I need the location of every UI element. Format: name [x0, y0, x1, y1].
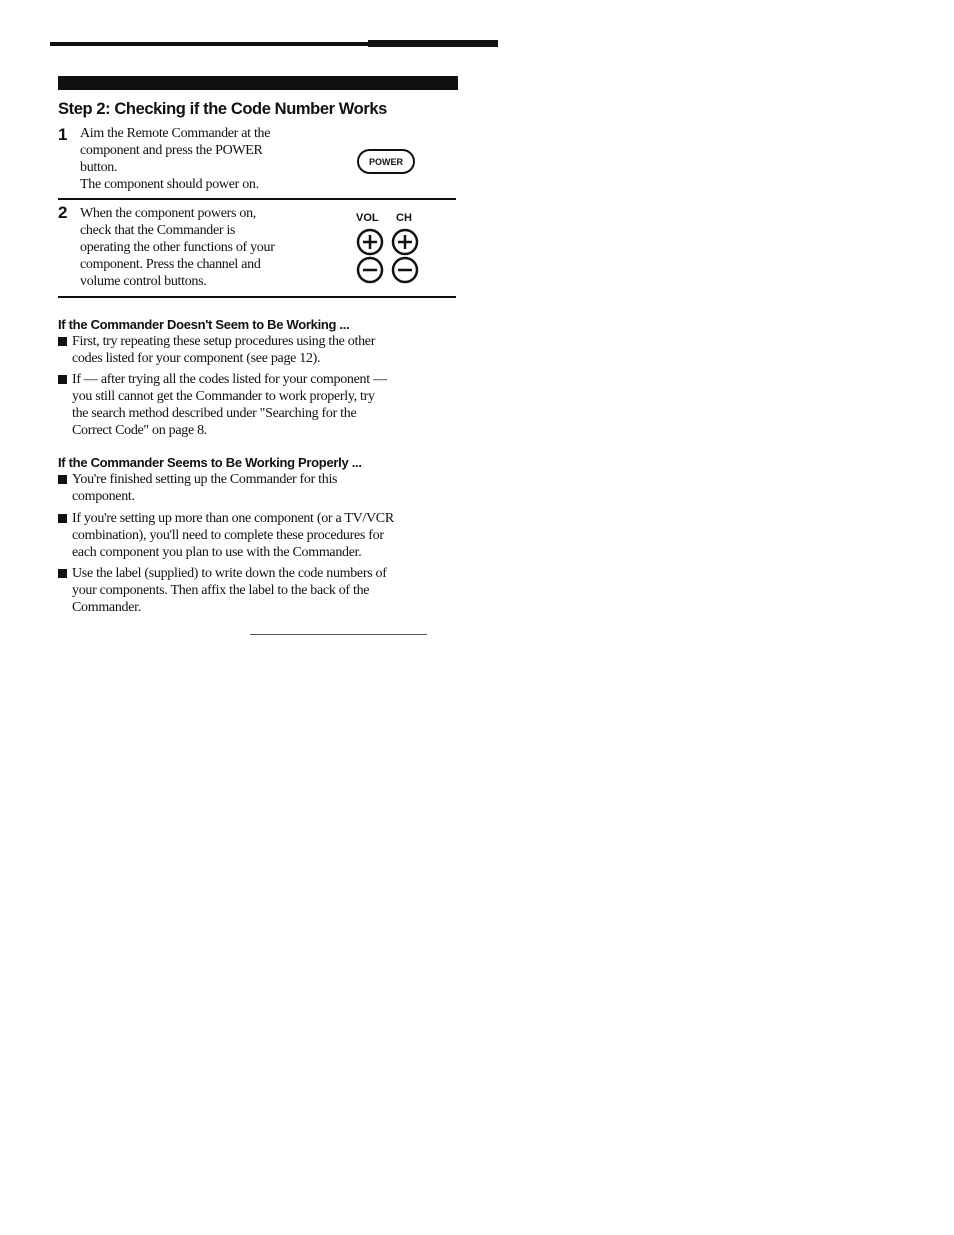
ch-minus-icon: [393, 258, 417, 282]
text-line: The component should power on.: [80, 177, 259, 192]
vol-label: VOL: [356, 212, 379, 224]
text-line: First, try repeating these setup procedures using the other: [72, 334, 376, 349]
text-line: codes listed for your component (see page 12).: [72, 351, 321, 366]
step-item-2: [58, 203, 456, 298]
list-item: [58, 565, 458, 616]
list-item: [58, 371, 458, 439]
bullet-icon: [58, 337, 67, 346]
text-line: component. Press the channel and: [80, 257, 261, 272]
ch-label: CH: [396, 212, 412, 224]
bullet-icon: [58, 375, 67, 384]
list-item: [58, 471, 458, 505]
text-line: component and press the POWER: [80, 143, 263, 158]
text-line: your components. Then affix the label to the back of the: [72, 583, 370, 598]
text-line: the search method described under "Searching for the: [72, 406, 357, 421]
text-line: check that the Commander is: [80, 223, 236, 238]
step-number: 2: [58, 203, 68, 222]
text-line: Use the label (supplied) to write down the code numbers of: [72, 566, 387, 581]
text-line: button.: [80, 160, 118, 175]
text-line: volume control buttons.: [80, 274, 207, 289]
step-number: 1: [58, 125, 68, 144]
vol-ch-buttons-icon: [350, 227, 430, 287]
top-rule: [50, 42, 498, 46]
text-line: each component you plan to use with the Commander.: [72, 545, 362, 560]
list-item: [58, 510, 458, 561]
text-line: If you're setting up more than one component (or a TV/VCR: [72, 511, 394, 526]
text-line: You're finished setting up the Commander for this: [72, 472, 338, 487]
bullet-icon: [58, 569, 67, 578]
step-item-1: [58, 125, 456, 200]
not-working-heading: If the Commander Doesn't Seem to Be Working ...: [58, 317, 350, 332]
section-header-bar: [58, 76, 458, 90]
vol-plus-icon: [358, 230, 382, 254]
list-item: [58, 333, 458, 367]
working-heading: If the Commander Seems to Be Working Properly ...: [58, 455, 362, 470]
power-button-label: POWER: [368, 156, 403, 167]
text-line: you still cannot get the Commander to work properly, try: [72, 389, 375, 404]
text-line: Correct Code" on page 8.: [72, 423, 207, 438]
step-text: [80, 125, 330, 193]
text-line: Commander.: [72, 600, 141, 615]
text-line: operating the other functions of your: [80, 240, 275, 255]
text-line: combination), you'll need to complete these procedures for: [72, 528, 384, 543]
bullet-icon: [58, 475, 67, 484]
vol-minus-icon: [358, 258, 382, 282]
step-text: [80, 205, 330, 290]
bullet-icon: [58, 514, 67, 523]
text-line: component.: [72, 489, 135, 504]
step-title: Step 2: Checking if the Code Number Works: [58, 100, 387, 118]
text-line: Aim the Remote Commander at the: [80, 126, 271, 141]
text-line: When the component powers on,: [80, 206, 256, 221]
text-line: If — after trying all the codes listed for your component —: [72, 372, 387, 387]
end-rule: [250, 634, 427, 635]
power-button-icon: [357, 149, 415, 174]
ch-plus-icon: [393, 230, 417, 254]
